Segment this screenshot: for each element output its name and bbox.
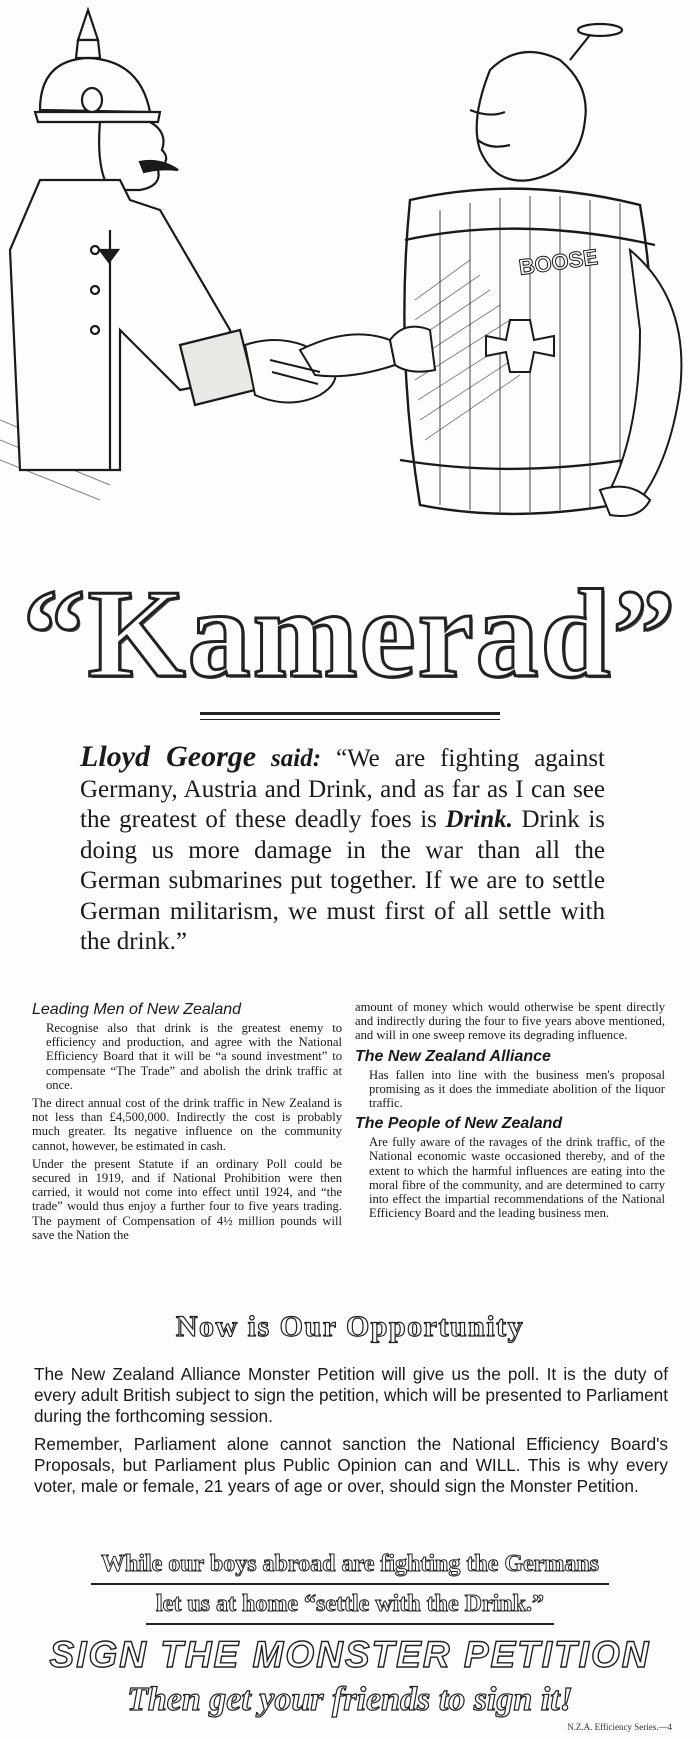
cartoon-illustration	[0, 0, 700, 560]
left-paragraph: Under the present Statute if an ordinary Poll could be secured in 1919, and if National Prohibition were then carried, it would not come into effect until 1924, and “the trade” would thus enjoy a further four to five years trading. The payment of Compensation of 4½ million pounds will save the Nation the	[32, 1156, 342, 1242]
quote-text-before: “We are fighting against Germany, Austria and Drink, and as far as I can see the greatest of these deadly foes is	[80, 745, 606, 833]
series-note: N.Z.A. Efficiency Series.—4	[567, 1722, 672, 1732]
body-columns	[32, 1000, 672, 1310]
opportunity-paragraph: The New Zealand Alliance Monster Petition will give us the poll. It is the duty of every adult British subject to sign the petition, which will be presented to Parliament during the forthcoming session.	[34, 1364, 668, 1426]
slogan-block	[0, 1545, 700, 1625]
left-column-heading: Leading Men of New Zealand	[32, 1001, 242, 1018]
title-divider	[200, 712, 500, 720]
quote-said: said:	[271, 745, 322, 772]
quote-emphasis: Drink.	[445, 806, 513, 833]
right-continuation: amount of money which would otherwise be spent directly and indirectly during the four to five years above mentioned, and will in one sweep remove its degrading influence.	[355, 1000, 665, 1043]
alliance-text: Has fallen into line with the business men's proposal promising as it does the immediate abolition of the liquor traffic.	[369, 1067, 665, 1111]
right-column	[355, 1000, 665, 1224]
sign-petition-heading: SIGN THE MONSTER PETITION	[49, 1634, 651, 1675]
lloyd-george-quote	[80, 742, 605, 958]
left-paragraph: Recognise also that drink is the greatest enemy to efficiency and production, and agree with the National Efficiency Board that it will be “a sound investment” to compensate “The Trade” and abolish the drink traffic at once.	[46, 1021, 342, 1092]
slogan-line-1: While our boys abroad are fighting the Germans	[91, 1545, 609, 1585]
page-title: “Kamerad”	[22, 565, 678, 704]
opportunity-paragraph: Remember, Parliament alone cannot sanction the National Efficiency Board's Proposals, but Parliament plus Public Opinion can and WILL. This is why every voter, male or female, 21 years of age or over, should sign the Monster Petition.	[34, 1434, 668, 1496]
opportunity-body	[34, 1364, 668, 1504]
people-heading: The People of New Zealand	[355, 1115, 563, 1133]
left-column	[32, 1000, 342, 1246]
friends-sign-heading: Then get your friends to sign it!	[127, 1681, 573, 1718]
quote-text-after: Drink is doing us more damage in the war than all the German submarines put together. If we are to settle German militarism, we must first of all settle with the drink.”	[80, 806, 606, 955]
opportunity-heading: Now is Our Opportunity	[175, 1310, 525, 1343]
people-text: Are fully aware of the ravages of the drink traffic, of the National economic waste occasioned thereby, and of the extent to which the harmful influences are eating into the moral fibre of the community, and are determined to carry into effect the impartial recommendations of the National Efficiency Board and the leading business men.	[369, 1135, 665, 1221]
left-paragraph: The direct annual cost of the drink traffic in New Zealand is not less than £4,500,000. Indirectly the cost is probably much greater. Its negative influence on the community cannot, however, be estimated in cash.	[32, 1096, 342, 1153]
slogan-line-2: let us at home “settle with the Drink.”	[146, 1585, 554, 1625]
quote-speaker: Lloyd George	[80, 740, 257, 773]
kaiser-handshake-barrel-icon	[0, 0, 700, 560]
title-block	[0, 560, 700, 720]
alliance-heading: The New Zealand Alliance	[355, 1047, 551, 1065]
barrel-label: BOOSE	[517, 244, 600, 280]
